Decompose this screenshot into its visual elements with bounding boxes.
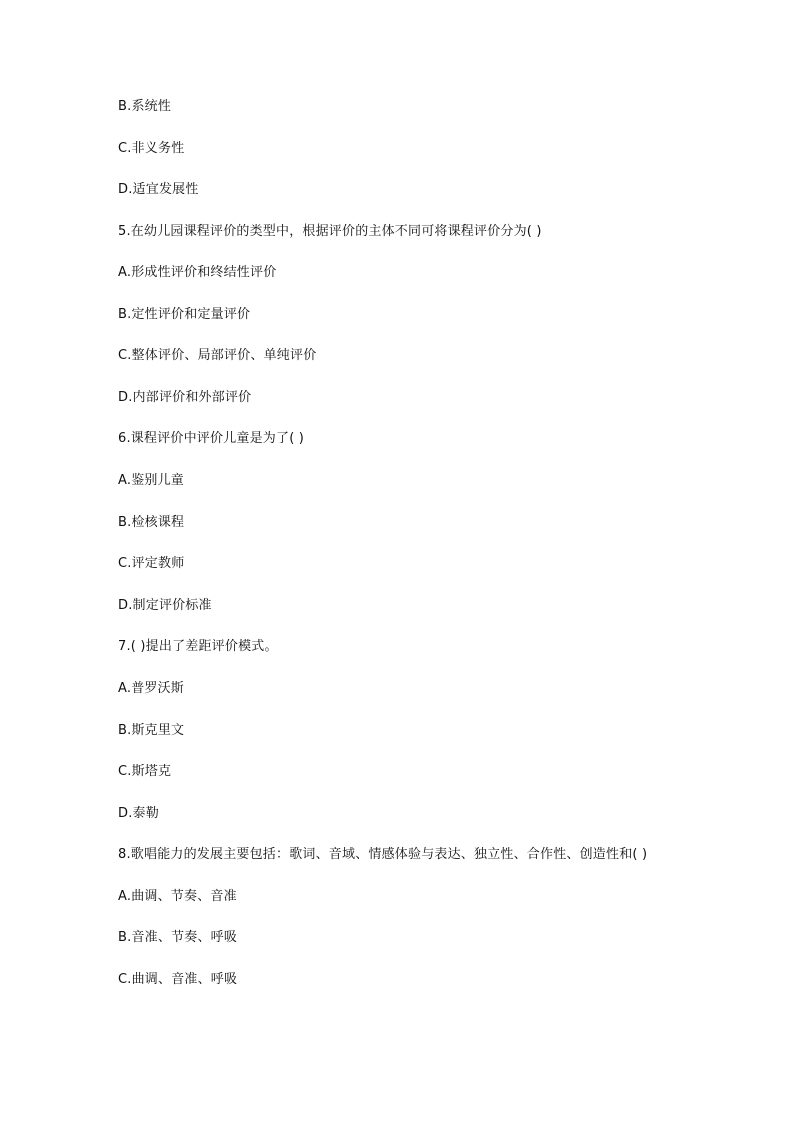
option-c-q8: C.曲调、音准、呼吸 xyxy=(118,972,238,987)
option-a-q5: A.形成性评价和终结性评价 xyxy=(118,265,277,280)
option-b-q4: B.系统性 xyxy=(118,99,172,114)
option-d-q5: D.内部评价和外部评价 xyxy=(118,390,252,405)
option-b-q5: B.定性评价和定量评价 xyxy=(118,307,251,322)
option-c-q4: C.非义务性 xyxy=(118,141,185,156)
option-b-q6: B.检核课程 xyxy=(118,515,185,530)
option-d-q4: D.适宜发展性 xyxy=(118,182,199,197)
question-6: 6.课程评价中评价儿童是为了( ) xyxy=(118,431,305,446)
option-b-q7: B.斯克里文 xyxy=(118,723,185,738)
option-b-q8: B.音准、节奏、呼吸 xyxy=(118,930,238,945)
option-a-q6: A.鉴别儿童 xyxy=(118,473,184,488)
option-a-q8: A.曲调、节奏、音准 xyxy=(118,889,237,904)
question-7: 7.( )提出了差距评价模式。 xyxy=(118,639,278,654)
option-d-q7: D.泰勒 xyxy=(118,806,159,821)
question-5: 5.在幼儿园课程评价的类型中，根据评价的主体不同可将课程评价分为( ) xyxy=(118,224,542,239)
option-a-q7: A.普罗沃斯 xyxy=(118,681,184,696)
option-d-q6: D.制定评价标准 xyxy=(118,598,212,613)
option-c-q7: C.斯塔克 xyxy=(118,764,172,779)
option-c-q5: C.整体评价、局部评价、单纯评价 xyxy=(118,348,317,363)
option-c-q6: C.评定教师 xyxy=(118,556,185,571)
question-8: 8.歌唱能力的发展主要包括：歌词、音域、情感体验与表达、独立性、合作性、创造性和( ) xyxy=(118,847,648,862)
